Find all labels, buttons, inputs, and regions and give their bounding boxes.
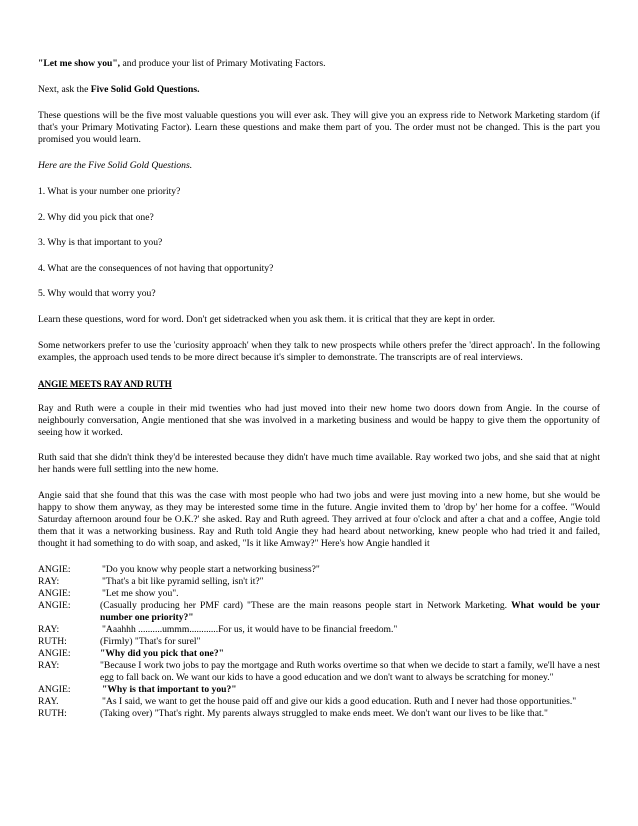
- paragraph-value: These questions will be the five most valuable questions you will ever ask. They will give you an express ride to Network Marketing stardom (if that's your Primary Motivating Factor). Learn these questions and make them part of you. The order must not be changed. This is the part you promised you would learn.: [38, 110, 600, 145]
- dialogue-line: [38, 648, 600, 660]
- dialogue-text-bold: What would be your number one priority?": [100, 599, 600, 623]
- speaker: ANGIE:: [38, 647, 71, 659]
- intro-line-rest: and produce your list of Primary Motivating Factors.: [120, 58, 326, 69]
- dialogue-line: [38, 708, 600, 720]
- dialogue-line: [38, 564, 600, 576]
- dialogue-line: [38, 696, 600, 708]
- intro-line: [38, 58, 600, 70]
- speaker: RAY:: [38, 623, 60, 635]
- dialogue-line: [38, 684, 600, 696]
- dialogue-text-plain: (Firmly) "That's for surel": [100, 635, 201, 647]
- next-line-bold: Five Solid Gold Questions.: [90, 84, 200, 95]
- dialogue-line: [38, 624, 600, 636]
- dialogue-line: [38, 588, 600, 600]
- story-paragraph: Angie said that she found that this was the case with most people who had two jobs and were just moving into a new home, but she would be happy to show them anyway, as they may be interested some time in the future. Angie invited them to 'drop by' her home for a coffee. "Would Saturday afternoon around four be O.K.?' she asked. Ray and Ruth agreed. They arrived at four o'clock and after a chat and a coffee, Angie told them that it was a networking business. Ray and Ruth told Angie they had heard about networking, knew people who had tried it and failed, thought it had something to do with soap, and asked, "Is it like Amway?" Here's how Angie handled it: [38, 489, 600, 549]
- dialogue-text-plain: (Casually producing her PMF card) "These are the main reasons people start in Network Marketing.: [100, 599, 512, 611]
- dialogue-line: [38, 636, 600, 648]
- dialogue-text: [100, 660, 600, 684]
- questions-intro: Here are the Five Solid Gold Questions.: [38, 160, 193, 171]
- story-paragraph: Ray and Ruth were a couple in their mid twenties who had just moved into their new home two doors down from Angie. In the course of neighbourly conversation, Angie mentioned that she was involved in a marketing business and would be happy to give them the opportunity of seeing how it worked.: [38, 402, 600, 438]
- dialogue-text: [100, 708, 600, 720]
- dialogue-text-bold: "Why is that important to you?": [102, 683, 237, 695]
- dialogue-text-plain: "As I said, we want to get the house paid off and give our kids a good education. Ruth and I never had those opportunities.": [102, 695, 577, 707]
- dialogue-transcript: [38, 564, 600, 720]
- story-paragraph: Ruth said that she didn't think they'd be interested because they didn't have much time available. Ray worked two jobs, and she said that at night her hands were full settling into the new home.: [38, 452, 600, 476]
- dialogue-text: [100, 600, 600, 624]
- paragraph-word-for-word: Learn these questions, word for word. Don't get sidetracked when you ask them. it is critical that they are kept in order.: [38, 313, 496, 325]
- next-line: [38, 84, 600, 96]
- speaker: ANGIE:: [38, 563, 71, 575]
- dialogue-text: [100, 576, 600, 588]
- dialogue-text-plain: "Do you know why people start a networking business?": [102, 563, 320, 575]
- speaker: ANGIE:: [38, 683, 71, 695]
- question-5: 5. Why would that worry you?: [38, 288, 156, 300]
- speaker: RUTH:: [38, 707, 67, 719]
- dialogue-text-plain: "Aaahhh ..........ummm............For us, it would have to be financial freedom.": [102, 623, 398, 635]
- speaker: RAY:: [38, 575, 60, 587]
- dialogue-line: [38, 576, 600, 588]
- dialogue-text-plain: "That's a bit like pyramid selling, isn't it?": [102, 575, 264, 587]
- dialogue-text-plain: "Because I work two jobs to pay the mortgage and Ruth works overtime so that when we decide to start a family, we'll have a nest egg to fall back on. We want our kids to have a good education and we don't want to always be scratching for money.": [100, 659, 600, 683]
- speaker: ANGIE:: [38, 587, 71, 599]
- dialogue-text: [100, 588, 600, 600]
- dialogue-text-plain: (Taking over) "That's right. My parents always struggled to make ends meet. We don't want our lives to be like that.": [100, 707, 548, 719]
- speaker: RAY.: [38, 695, 59, 707]
- dialogue-text: [100, 696, 600, 708]
- section-heading: ANGIE MEETS RAY AND RUTH: [38, 378, 172, 389]
- question-4: 4. What are the consequences of not having that opportunity?: [38, 262, 274, 274]
- dialogue-line: [38, 600, 600, 624]
- speaker: RUTH:: [38, 635, 67, 647]
- dialogue-line: [38, 660, 600, 684]
- question-1: 1. What is your number one priority?: [38, 186, 181, 197]
- speaker: ANGIE:: [38, 599, 71, 611]
- dialogue-text: [100, 564, 600, 576]
- paragraph-approach: Some networkers prefer to use the 'curiosity approach' when they talk to new prospects while others prefer the 'direct approach'. In the following examples, the approach used tends to be more direct because it's simpler to demonstrate. The transcripts are of real interviews.: [38, 339, 600, 363]
- dialogue-text: [100, 636, 600, 648]
- dialogue-text-plain: "Let me show you".: [102, 587, 179, 599]
- question-3: 3. Why is that important to you?: [38, 237, 163, 249]
- dialogue-text: [100, 648, 600, 660]
- question-2: 2. Why did you pick that one?: [38, 211, 154, 223]
- speaker: RAY:: [38, 659, 60, 671]
- dialogue-text-bold: "Why did you pick that one?": [100, 647, 224, 659]
- dialogue-text: [100, 624, 600, 636]
- intro-line-bold: "Let me show you",: [38, 58, 121, 69]
- dialogue-text: [100, 684, 600, 696]
- next-line-lead: Next, ask the: [38, 84, 91, 95]
